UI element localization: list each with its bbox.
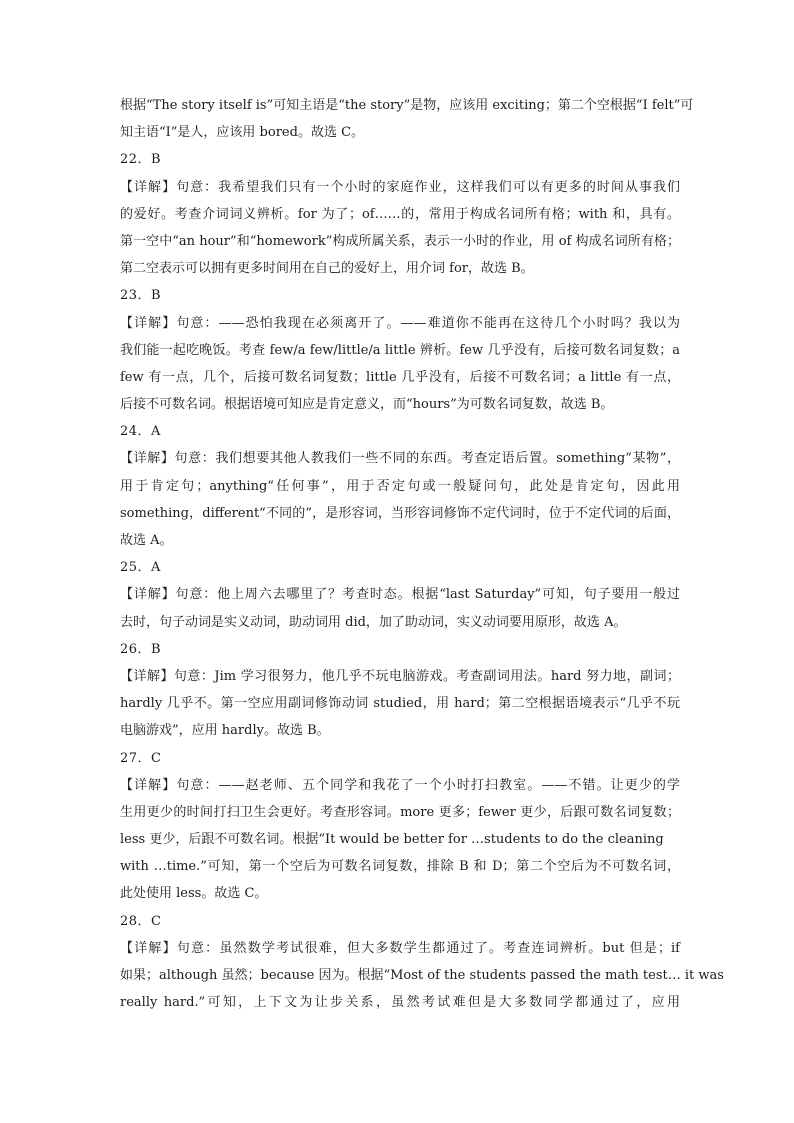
text-line: 电脑游戏”，应用 hardly。故选 B。 xyxy=(120,723,330,739)
text-line: 【详解】句意：他上周六去哪里了？考查时态。根据“last Saturday”可知，句子要用一般过 xyxy=(120,587,680,603)
text-line: 【详解】句意：Jim 学习很努力，他几乎不玩电脑游戏。考查副词用法。hard 努力地，副词； xyxy=(120,668,680,684)
text-line: 【详解】句意：虽然数学考试很难，但大多数学生都通过了。考查连词辨析。but 但是；if xyxy=(120,940,680,956)
text-line: really hard.”可知，上下文为让步关系，虽然考试难但是大多数同学都通过了，应用 xyxy=(120,995,680,1011)
text-line: 【详解】句意：我希望我们只有一个小时的家庭作业，这样我们可以有更多的时间从事我们 xyxy=(120,179,680,195)
text-line: 第二空表示可以拥有更多时间用在自己的爱好上，用介词 for，故选 B。 xyxy=(120,261,534,277)
text-line: 根据“The story itself is”可知主语是“the story”是物，应该用 exciting；第二个空根据“I felt”可 xyxy=(120,98,694,113)
text-line: 后接不可数名词。根据语境可知应是肯定意义，而“hours”为可数名词复数，故选 B。 xyxy=(120,397,614,413)
question-number: 23．B xyxy=(120,288,162,304)
question-number: 22．B xyxy=(120,152,162,168)
question-number: 27．C xyxy=(120,750,162,766)
text-line: hardly 几乎不。第一空应用副词修饰动词 studied，用 hard；第二空根据语境表示“几乎不玩 xyxy=(120,696,680,712)
question-number: 28．C xyxy=(120,913,162,929)
text-line: less 更少，后跟不可数名词。根据“It would be better for …students to do the cleaning xyxy=(120,832,664,848)
text-line: 的爱好。考查介词词义辨析。for 为了；of……的，常用于构成名词所有格；with 和，具有。 xyxy=(120,206,680,222)
question-number: 24．A xyxy=(120,424,161,440)
text-line: 故选 A。 xyxy=(120,533,173,548)
text-line: 生用更少的时间打扫卫生会更好。考查形容词。more 更多；fewer 更少，后跟可数名词复数； xyxy=(120,804,680,820)
text-line: 【详解】句意：我们想要其他人教我们一些不同的东西。考查定语后置。something“某物”， xyxy=(120,451,680,467)
document-page xyxy=(120,92,724,1016)
text-line: 知主语“I”是人，应该用 bored。故选 C。 xyxy=(120,125,365,141)
text-line: 第一空中“an hour”和“homework”构成所属关系，表示一小时的作业，用 of 构成名词所有格； xyxy=(120,233,680,249)
text-line: 我们能一起吃晚饭。考查 few/a few/little/a little 辨析。few 几乎没有，后接可数名词复数；a xyxy=(120,342,680,358)
question-number: 25．A xyxy=(120,560,161,576)
text-line: something，different“不同的”，是形容词，当形容词修饰不定代词时，位于不定代词的后面， xyxy=(120,505,680,521)
text-line: 【详解】句意：——恐怕我现在必须离开了。——难道你不能再在这待几个小时吗？我以为 xyxy=(120,315,680,331)
text-line: with …time.”可知，第一个空后为可数名词复数，排除 B 和 D；第二个空后为不可数名词， xyxy=(120,859,680,875)
question-number: 26．B xyxy=(120,641,162,657)
text-line: 去时，句子动词是实义动词，助动词用 did，加了助动词，实义动词要用原形，故选 A。 xyxy=(120,614,627,630)
text-line: 如果；although 虽然；because 因为。根据“Most of the students passed the math test… it was xyxy=(120,968,724,983)
text-line: few 有一点，几个，后接可数名词复数；little 几乎没有，后接不可数名词；a little 有一点， xyxy=(120,369,680,385)
text-line: 【详解】句意：——赵老师、五个同学和我花了一个小时打扫教室。——不错。让更少的学 xyxy=(120,777,680,793)
text-line: 此处使用 less。故选 C。 xyxy=(120,886,268,902)
text-line: 用于肯定句；anything“任何事”，用于否定句或一般疑问句，此处是肯定句，因此用 xyxy=(120,478,680,494)
